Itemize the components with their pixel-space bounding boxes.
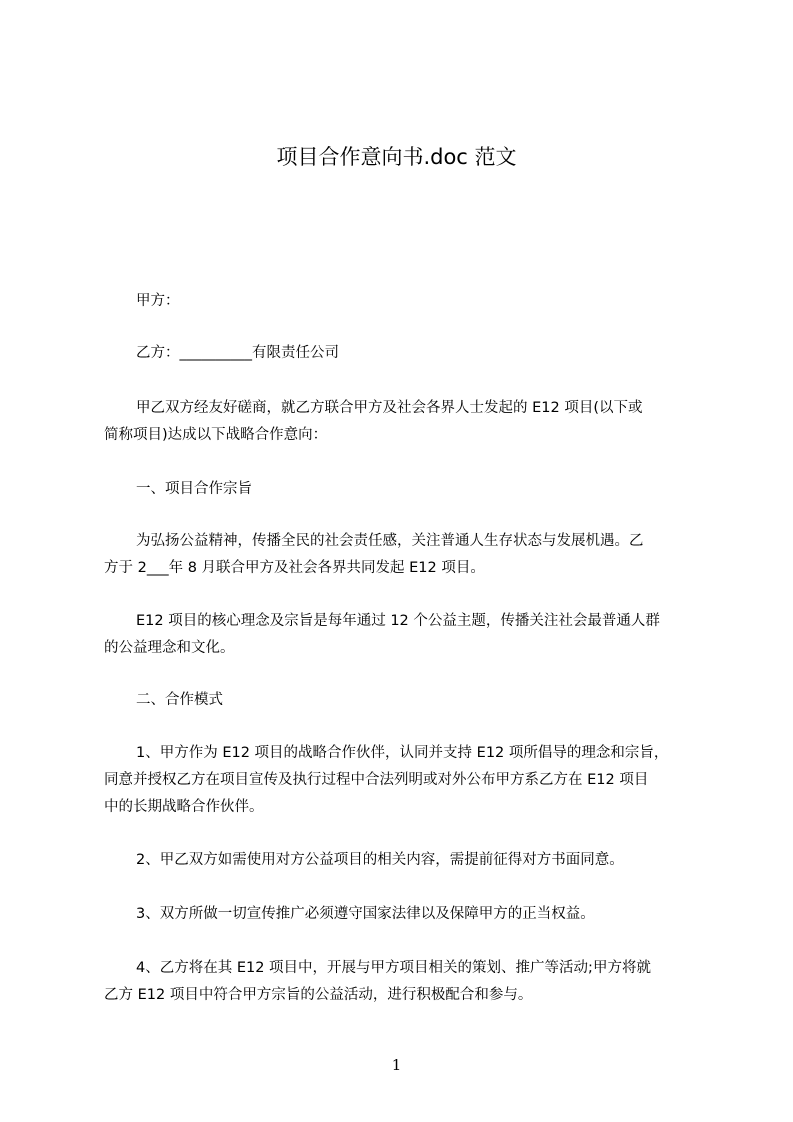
item-1-paragraph	[104, 740, 696, 821]
section-1-heading: 一、项目合作宗旨	[136, 481, 252, 497]
item-1-line-1: 1、甲方作为 E12 项目的战略合作伙伴，认同并支持 E12 项所倡导的理念和宗旨，	[136, 745, 669, 761]
item-3-paragraph: 3、双方所做一切宣传推广必须遵守国家法律以及保障甲方的正当权益。	[136, 906, 595, 922]
section-1-paragraph-1	[104, 528, 696, 582]
item-1-line-3: 中的长期战略合作伙伴。	[104, 799, 264, 815]
party-a-line: 甲方：	[136, 293, 180, 309]
item-4-paragraph	[104, 955, 696, 1009]
section-1-p2-line-1: E12 项目的核心理念及宗旨是每年通过 12 个公益主题，传播关注社会最普通人群	[136, 613, 660, 629]
section-2-heading: 二、合作模式	[136, 692, 223, 708]
section-1-p1-line-1: 为弘扬公益精神，传播全民的社会责任感，关注普通人生存状态与发展机遇。乙	[136, 533, 644, 549]
item-4-line-1: 4、乙方将在其 E12 项目中，开展与甲方项目相关的策划、推广等活动;甲方将就	[136, 960, 651, 976]
intro-line-1: 甲乙双方经友好磋商，就乙方联合甲方及社会各界人士发起的 E12 项目(以下或	[136, 400, 643, 416]
item-2-paragraph: 2、甲乙双方如需使用对方公益项目的相关内容，需提前征得对方书面同意。	[136, 852, 624, 868]
item-4-line-2: 乙方 E12 项目中符合甲方宗旨的公益活动，进行积极配合和参与。	[104, 987, 533, 1003]
section-1-paragraph-2	[104, 608, 696, 662]
section-1-p1-line-2: 方于 2___年 8 月联合甲方及社会各界共同发起 E12 项目。	[104, 560, 485, 576]
intro-paragraph	[104, 395, 696, 449]
item-1-line-2: 同意并授权乙方在项目宣传及执行过程中合法列明或对外公布甲方系乙方在 E12 项目	[104, 772, 649, 788]
page-number: 1	[391, 1056, 402, 1074]
section-1-p2-line-2: 的公益理念和文化。	[104, 640, 235, 656]
party-b-line: 乙方：__________有限责任公司	[136, 345, 339, 361]
intro-line-2: 简称项目)达成以下战略合作意向：	[104, 427, 328, 443]
document-title: 项目合作意向书.doc 范文	[276, 145, 517, 169]
